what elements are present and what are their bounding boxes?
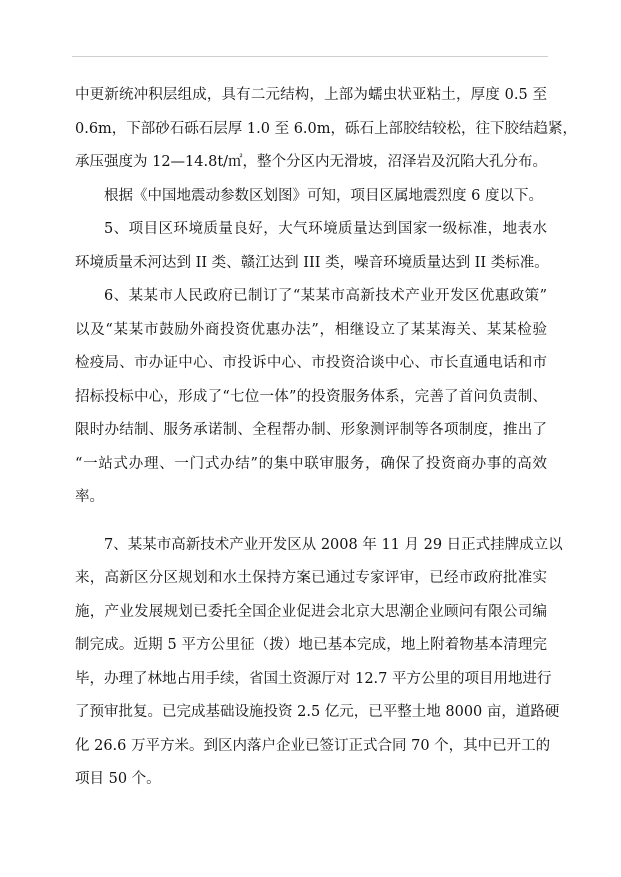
text-line: 化 26.6 万平方米。到区内落户企业已签订正式合同 70 个，其中已开工的: [75, 737, 551, 754]
text-line: 限时办结制、服务承诺制、全程帮办制、形象测评制等各项制度，推出了: [75, 422, 547, 438]
text-line: 招标投标中心，形成了“七位一体”的投资服务体系，完善了首问负责制、: [75, 388, 547, 405]
text-line: 6、某某市人民政府已制订了“某某市高新技术产业开发区优惠政策”: [104, 288, 547, 304]
text-line: 环境质量禾河达到 II 类、赣江达到 III 类，噪音环境质量达到 II 类标准。: [75, 254, 549, 271]
paragraph-item-5: [75, 213, 547, 280]
text-line: 7、某某市高新技术产业开发区从 2008 年 11 月 29 日正式挂牌成立以: [104, 536, 563, 553]
header-rule: [72, 56, 548, 57]
paragraph-geology: [75, 79, 578, 180]
text-line: 制完成。近期 5 平方公里征（拨）地已基本完成，地上附着物基本清理完: [75, 637, 547, 653]
text-line: 以及“某某市鼓励外商投资优惠办法”，相继设立了某某海关、某某检验: [75, 321, 547, 338]
text-line: 承压强度为 12—14.8t/㎡，整个分区内无滑坡，沼泽岩及沉陷大孔分布。: [75, 154, 548, 170]
paragraph-spacer: [75, 515, 547, 529]
paragraph-seismic: [75, 180, 547, 214]
text-line: 0.6m，下部砂石砾石层厚 1.0 至 6.0m，砾石上部胶结较松，往下胶结趋紧，: [75, 120, 578, 137]
text-line: “一站式办理、一门式办结”的集中联审服务，确保了投资商办事的高效: [75, 455, 547, 472]
paragraph-item-7: [75, 529, 563, 797]
text-line: 率。: [75, 489, 104, 505]
text-line: 5、项目区环境质量良好，大气环境质量达到国家一级标准，地表水: [104, 221, 547, 237]
paragraph-item-6: [75, 280, 547, 515]
text-line: 根据《中国地震动参数区划图》可知，项目区属地震烈度 6 度以下。: [104, 187, 543, 204]
text-line: 施，产业发展规划已委托全国企业促进会北京大思潮企业顾问有限公司编: [75, 603, 547, 620]
document-body: [75, 79, 578, 797]
text-line: 检疫局、市办证中心、市投诉中心、市投资洽谈中心、市长直通电话和市: [75, 355, 547, 371]
text-line: 中更新统冲积层组成，具有二元结构，上部为蠕虫状亚粘土，厚度 0.5 至: [75, 87, 547, 103]
text-line: 项目 50 个。: [75, 771, 161, 787]
text-line: 毕，办理了林地占用手续，省国土资源厅对 12.7 平方公里的项目用地进行: [75, 670, 552, 687]
text-line: 来，高新区分区规划和水土保持方案已通过专家评审，已经市政府批准实: [75, 570, 547, 586]
text-line: 了预审批复。已完成基础设施投资 2.5 亿元，已平整土地 8000 亩，道路硬: [75, 704, 560, 720]
